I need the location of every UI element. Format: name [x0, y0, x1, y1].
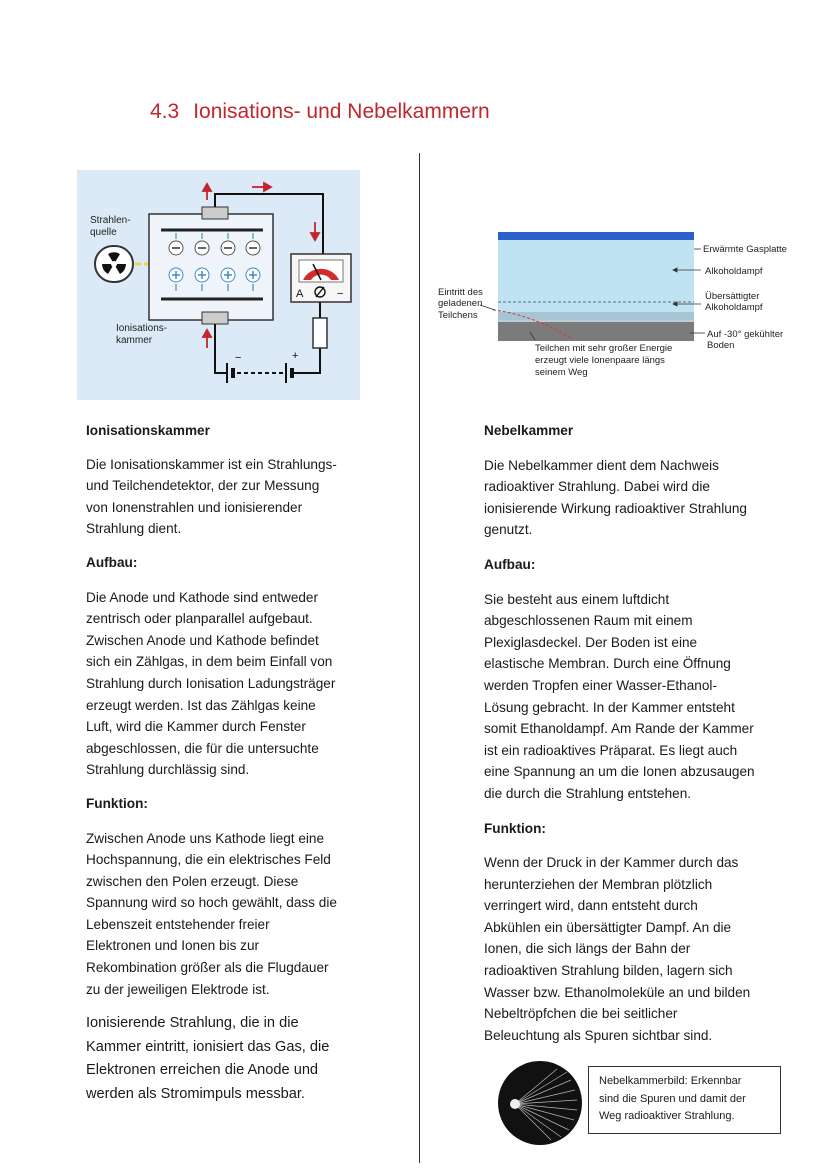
particle-label-line-3: seinem Weg: [535, 367, 588, 378]
text-line: herunterziehen der Membran plötzlich: [484, 876, 713, 892]
text-line: von Ionenstrahlen und ionisierender: [86, 499, 303, 515]
floor-label-line-2: Boden: [707, 340, 735, 351]
text-line: Die Nebelkammer dient dem Nachweis: [484, 457, 719, 473]
plate-label: Erwärmte Gasplatte: [703, 244, 787, 255]
meter-a-label: A: [296, 288, 304, 300]
text-line: und Teilchendetektor, der zur Messung: [86, 478, 320, 494]
ionization-intro: [86, 454, 406, 540]
battery-plus-label: +: [292, 350, 299, 362]
super-label-line-1: Übersättigter: [705, 291, 760, 302]
text-line: radioaktiven Strahlung bilden, lagern sich: [484, 963, 733, 979]
ionization-summary: [86, 1012, 406, 1106]
page-title: [150, 100, 490, 124]
super-label-line-2: Alkoholdampf: [705, 302, 763, 313]
text-line: sich ein Zählgas, in dem beim Einfall von: [86, 654, 333, 670]
text-line: Nebeltröpfchen die bei seitlicher: [484, 1006, 678, 1022]
text-line: Elektronen erreichen die Anode und: [86, 1062, 319, 1079]
cloud-chamber-photo: [497, 1060, 583, 1146]
text-line: Spannung wird so hoch gewählt, dass die: [86, 895, 337, 911]
vapor-region: [498, 240, 694, 320]
source-label-line-2: quelle: [90, 227, 117, 238]
text-line: Hochspannung, die ein elektrisches Feld: [86, 852, 331, 868]
meter-minus-label: −: [337, 288, 344, 300]
floor-label-line-1: Auf -30° gekühlter: [707, 329, 784, 340]
particle-label-line-1: Teilchen mit sehr großer Energie: [535, 343, 673, 354]
text-line: Die Anode und Kathode sind entweder: [86, 589, 319, 605]
text-line: Elektronen und Ionen bis zur: [86, 938, 260, 954]
text-line: Zwischen Anode uns Kathode liegt eine: [86, 830, 325, 846]
entry-label-line-1: Eintritt des: [438, 287, 483, 298]
text-line: werden Tropfen einer Wasser-Ethanol-: [484, 677, 717, 693]
text-line: abgeschlossen, die für die untersuchte: [86, 740, 319, 756]
left-column: [86, 420, 406, 1107]
caption-line: Nebelkammerbild: Erkennbar: [599, 1075, 742, 1087]
top-connector: [202, 207, 228, 219]
text-line: die durch die Strahlung entstehen.: [484, 785, 692, 801]
ionization-funktion-heading: Funktion:: [86, 795, 148, 811]
text-line: Die Ionisationskammer ist ein Strahlungs-: [86, 456, 337, 472]
text-line: Ionen, die sich längs der Bahn der: [484, 941, 691, 957]
source-label-line-1: Strahlen-: [90, 215, 131, 226]
text-line: elastische Membran. Durch eine Öffnung: [484, 656, 731, 672]
text-line: Plexiglasdeckel. Der Boden ist eine: [484, 634, 698, 650]
text-line: werden als Stromimpuls messbar.: [86, 1086, 305, 1103]
text-line: Kammer eintritt, ionisiert das Gas, die: [86, 1038, 330, 1055]
text-line: radioaktiver Strahlung. Dabei wird die: [484, 479, 710, 495]
text-line: Beleuchtung als Spuren sichtbar sind.: [484, 1027, 713, 1043]
caption-line: sind die Spuren und damit der: [599, 1092, 746, 1105]
radiation-source-icon: [95, 246, 133, 282]
section-title: Ionisations- und Nebelkammern: [193, 100, 490, 123]
cooled-floor: [498, 322, 694, 341]
text-line: eine Spannung an um die Ionen abzusaugen: [484, 764, 755, 780]
vapor-label: Alkoholdampf: [705, 266, 763, 277]
text-line: Wasser bzw. Ethanolmoleküle an und bilden: [484, 984, 751, 1000]
text-line: zu der jeweiligen Elektrode ist.: [86, 981, 270, 997]
chamber-label-line-1: Ionisations-: [116, 323, 168, 334]
column-divider: [419, 153, 420, 1163]
cloud-chamber-heading: Nebelkammer: [484, 423, 574, 438]
text-line: Lebenszeit entstehender freier: [86, 916, 270, 932]
particle-label-line-2: erzeugt viele Ionenpaare längs: [535, 355, 665, 366]
text-line: Wenn der Druck in der Kammer durch das: [484, 855, 739, 871]
text-line: Strahlung durch Ionisation Ladungsträger: [86, 675, 336, 691]
text-line: zentrisch oder planparallel aufgebaut.: [86, 611, 313, 627]
text-line: zwischen den Polen erzeugt. Diese: [86, 873, 299, 889]
text-line: abgeschlossenen Raum mit einem: [484, 613, 693, 629]
ionization-aufbau-text: [86, 587, 406, 781]
text-line: Sie besteht aus einem luftdicht: [484, 591, 670, 607]
entry-label-line-3: Teilchens: [438, 310, 478, 321]
ionization-funktion-text: [86, 828, 406, 1001]
photo-caption: [588, 1066, 781, 1134]
entry-label-line-2: geladenen: [438, 298, 483, 309]
text-line: Strahlung dient.: [86, 521, 182, 537]
cloud-chamber-funktion-heading: Funktion:: [484, 820, 546, 836]
cloud-chamber-diagram: [435, 222, 797, 382]
text-line: Rekombination größer als die Flugdauer: [86, 960, 329, 976]
text-line: Luft, wird die Kammer durch Fenster: [86, 719, 306, 735]
resistor-icon: [313, 318, 327, 348]
text-line: Zwischen Anode und Kathode befindet: [86, 632, 319, 648]
text-line: erzeugt werden. Ist das Zählgas keine: [86, 697, 316, 713]
cloud-chamber-aufbau-heading: Aufbau:: [484, 556, 536, 572]
text-line: Strahlung durchlässig sind.: [86, 762, 250, 778]
bottom-connector: [202, 312, 228, 324]
text-line: genutzt.: [484, 522, 533, 538]
ionization-chamber-diagram: [77, 170, 360, 400]
ionization-aufbau-heading: Aufbau:: [86, 554, 138, 570]
chamber-label-line-2: kammer: [116, 335, 153, 346]
text-line: somit Ethanoldampf. Am Rande der Kammer: [484, 721, 754, 737]
text-line: ionisierende Wirkung radioaktiver Strahlung: [484, 500, 747, 516]
section-number: 4.3: [150, 100, 180, 123]
battery-minus-label: −: [235, 352, 242, 364]
cloud-chamber-aufbau-text: [484, 589, 804, 805]
caption-line: Weg radioaktiver Strahlung.: [599, 1110, 735, 1122]
ionization-heading: Ionisationskammer: [86, 423, 210, 438]
text-line: Abkühlen ein übersättigter Dampf. An die: [484, 919, 732, 935]
cloud-chamber-funktion-text: [484, 852, 804, 1046]
text-line: verringert wird, dann entsteht durch: [484, 898, 698, 914]
text-line: ist ein radioaktives Präparat. Es liegt auch: [484, 742, 738, 758]
cloud-chamber-intro: [484, 455, 804, 541]
text-line: Lösung gebracht. In der Kammer entsteht: [484, 699, 735, 715]
right-column: [484, 420, 804, 1046]
text-line: Ionisierende Strahlung, die in die: [86, 1015, 299, 1032]
heated-plate: [498, 232, 694, 240]
